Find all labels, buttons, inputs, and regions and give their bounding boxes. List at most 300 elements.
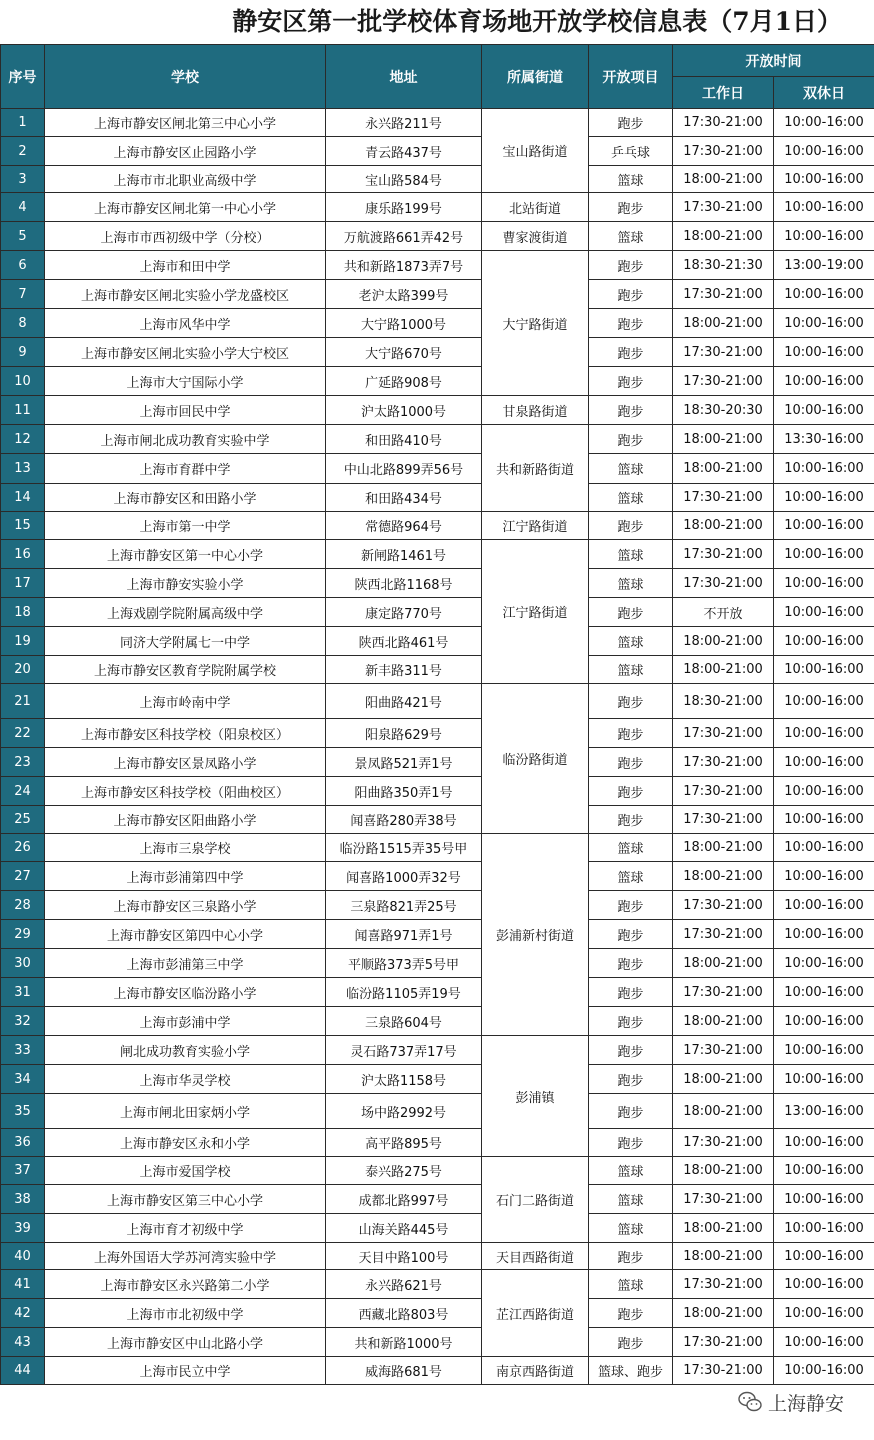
- school-address: 成都北路997号: [326, 1185, 482, 1214]
- school-name: 上海市和田中学: [45, 251, 326, 280]
- school-name: 上海市彭浦第三中学: [45, 949, 326, 978]
- table-row: [1, 367, 874, 396]
- workday-hours: 17:30-21:00: [673, 806, 774, 834]
- open-item: 跑步: [589, 777, 673, 806]
- school-address: 康定路770号: [326, 598, 482, 627]
- school-name: 上海市静安区永和小学: [45, 1129, 326, 1157]
- open-item: 跑步: [589, 1065, 673, 1094]
- open-item: 跑步: [589, 109, 673, 137]
- weekend-hours: 10:00-16:00: [774, 338, 874, 367]
- table-row: [1, 719, 874, 748]
- school-name: 上海市大宁国际小学: [45, 367, 326, 396]
- table-row: [1, 777, 874, 806]
- school-address: 和田路410号: [326, 425, 482, 454]
- school-name: 同济大学附属七一中学: [45, 627, 326, 656]
- row-number: 25: [1, 806, 45, 834]
- open-item: 跑步: [589, 806, 673, 834]
- school-address: 临汾路1515弄35号甲: [326, 834, 482, 862]
- weekend-hours: 13:00-16:00: [774, 1094, 874, 1129]
- street-name: 宝山路街道: [482, 109, 589, 193]
- table-row: [1, 280, 874, 309]
- table-row: [1, 166, 874, 193]
- weekend-hours: 10:00-16:00: [774, 1243, 874, 1270]
- school-address: 沪太路1158号: [326, 1065, 482, 1094]
- school-address: 和田路434号: [326, 484, 482, 512]
- table-row: [1, 1157, 874, 1185]
- header-weekend: 双休日: [774, 77, 874, 109]
- weekend-hours: 10:00-16:00: [774, 777, 874, 806]
- open-item: 乒乓球: [589, 137, 673, 166]
- header-no: 序号: [1, 45, 45, 109]
- school-address: 威海路681号: [326, 1357, 482, 1385]
- school-address: 广延路908号: [326, 367, 482, 396]
- open-item: 篮球、跑步: [589, 1357, 673, 1385]
- school-name: 上海市育群中学: [45, 454, 326, 484]
- weekend-hours: 10:00-16:00: [774, 1036, 874, 1065]
- school-address: 万航渡路661弄42号: [326, 222, 482, 251]
- row-number: 17: [1, 569, 45, 598]
- workday-hours: 17:30-21:00: [673, 137, 774, 166]
- header-item: 开放项目: [589, 45, 673, 109]
- table-row: [1, 1328, 874, 1357]
- row-number: 20: [1, 656, 45, 684]
- weekend-hours: 10:00-16:00: [774, 137, 874, 166]
- school-address: 泰兴路275号: [326, 1157, 482, 1185]
- workday-hours: 17:30-21:00: [673, 777, 774, 806]
- table-row: [1, 484, 874, 512]
- school-address: 新闸路1461号: [326, 540, 482, 569]
- school-name: 上海市市北初级中学: [45, 1299, 326, 1328]
- table-row: [1, 1214, 874, 1243]
- workday-hours: 18:00-21:00: [673, 309, 774, 338]
- table-row: [1, 834, 874, 862]
- workday-hours: 18:00-21:00: [673, 1007, 774, 1036]
- weekend-hours: 10:00-16:00: [774, 656, 874, 684]
- school-name: 上海市闸北田家炳小学: [45, 1094, 326, 1129]
- weekend-hours: 10:00-16:00: [774, 920, 874, 949]
- row-number: 16: [1, 540, 45, 569]
- school-name: 上海市第一中学: [45, 512, 326, 540]
- table-row: [1, 1129, 874, 1157]
- school-address: 西藏北路803号: [326, 1299, 482, 1328]
- weekend-hours: 10:00-16:00: [774, 512, 874, 540]
- row-number: 12: [1, 425, 45, 454]
- school-address: 三泉路821弄25号: [326, 891, 482, 920]
- school-name: 上海市静安区科技学校（阳泉校区）: [45, 719, 326, 748]
- open-item: 篮球: [589, 569, 673, 598]
- workday-hours: 17:30-21:00: [673, 193, 774, 222]
- table-row: [1, 862, 874, 891]
- table-row: [1, 222, 874, 251]
- school-name: 上海市爱国学校: [45, 1157, 326, 1185]
- weekend-hours: 10:00-16:00: [774, 193, 874, 222]
- school-address: 康乐路199号: [326, 193, 482, 222]
- street-name: 天目西路街道: [482, 1243, 589, 1270]
- weekend-hours: 10:00-16:00: [774, 748, 874, 777]
- workday-hours: 18:00-21:00: [673, 425, 774, 454]
- row-number: 22: [1, 719, 45, 748]
- workday-hours: 17:30-21:00: [673, 109, 774, 137]
- school-name: 上海戏剧学院附属高级中学: [45, 598, 326, 627]
- open-item: 篮球: [589, 1185, 673, 1214]
- open-item: 跑步: [589, 309, 673, 338]
- school-name: 上海市静安实验小学: [45, 569, 326, 598]
- open-item: 篮球: [589, 484, 673, 512]
- table-body: [1, 109, 874, 1385]
- open-item: 跑步: [589, 396, 673, 425]
- school-name: 上海市静安区中山北路小学: [45, 1328, 326, 1357]
- row-number: 24: [1, 777, 45, 806]
- school-name: 上海市静安区闸北实验小学大宁校区: [45, 338, 326, 367]
- workday-hours: 18:00-21:00: [673, 222, 774, 251]
- school-address: 平顺路373弄5号甲: [326, 949, 482, 978]
- row-number: 43: [1, 1328, 45, 1357]
- school-address: 天目中路100号: [326, 1243, 482, 1270]
- row-number: 13: [1, 454, 45, 484]
- weekend-hours: 10:00-16:00: [774, 1185, 874, 1214]
- workday-hours: 不开放: [673, 598, 774, 627]
- workday-hours: 18:00-21:00: [673, 166, 774, 193]
- workday-hours: 18:00-21:00: [673, 1094, 774, 1129]
- school-address: 陕西北路461号: [326, 627, 482, 656]
- workday-hours: 17:30-21:00: [673, 569, 774, 598]
- school-name: 上海市静安区第三中心小学: [45, 1185, 326, 1214]
- school-name: 上海市静安区临汾路小学: [45, 978, 326, 1007]
- school-name: 上海市静安区三泉路小学: [45, 891, 326, 920]
- row-number: 15: [1, 512, 45, 540]
- header-address: 地址: [326, 45, 482, 109]
- table-row: [1, 1357, 874, 1385]
- row-number: 19: [1, 627, 45, 656]
- school-name: 上海市育才初级中学: [45, 1214, 326, 1243]
- school-address: 中山北路899弄56号: [326, 454, 482, 484]
- weekend-hours: 10:00-16:00: [774, 280, 874, 309]
- table-row: [1, 1299, 874, 1328]
- school-address: 大宁路1000号: [326, 309, 482, 338]
- row-number: 8: [1, 309, 45, 338]
- table-row: [1, 540, 874, 569]
- school-name: 上海市华灵学校: [45, 1065, 326, 1094]
- open-item: 跑步: [589, 1328, 673, 1357]
- workday-hours: 17:30-21:00: [673, 1185, 774, 1214]
- table-row: [1, 396, 874, 425]
- open-item: 篮球: [589, 627, 673, 656]
- row-number: 14: [1, 484, 45, 512]
- weekend-hours: 10:00-16:00: [774, 627, 874, 656]
- weekend-hours: 10:00-16:00: [774, 166, 874, 193]
- row-number: 38: [1, 1185, 45, 1214]
- open-item: 篮球: [589, 222, 673, 251]
- school-address: 场中路2992号: [326, 1094, 482, 1129]
- open-item: 跑步: [589, 1036, 673, 1065]
- workday-hours: 17:30-21:00: [673, 484, 774, 512]
- row-number: 41: [1, 1270, 45, 1299]
- school-name: 上海市闸北成功教育实验中学: [45, 425, 326, 454]
- school-name: 上海市市西初级中学（分校）: [45, 222, 326, 251]
- school-name: 上海市静安区永兴路第二小学: [45, 1270, 326, 1299]
- weekend-hours: 10:00-16:00: [774, 396, 874, 425]
- school-address: 阳曲路350弄1号: [326, 777, 482, 806]
- row-number: 36: [1, 1129, 45, 1157]
- school-name: 上海外国语大学苏河湾实验中学: [45, 1243, 326, 1270]
- open-item: 篮球: [589, 454, 673, 484]
- workday-hours: 17:30-21:00: [673, 920, 774, 949]
- workday-hours: 18:00-21:00: [673, 862, 774, 891]
- street-name: 石门二路街道: [482, 1157, 589, 1243]
- workday-hours: 18:00-21:00: [673, 834, 774, 862]
- row-number: 30: [1, 949, 45, 978]
- workday-hours: 18:30-21:00: [673, 684, 774, 719]
- watermark-text: 上海静安: [768, 1392, 845, 1415]
- open-item: 跑步: [589, 949, 673, 978]
- school-address: 陕西北路1168号: [326, 569, 482, 598]
- workday-hours: 17:30-21:00: [673, 540, 774, 569]
- table-row: [1, 338, 874, 367]
- weekend-hours: 10:00-16:00: [774, 891, 874, 920]
- school-address: 共和新路1000号: [326, 1328, 482, 1357]
- street-name: 江宁路街道: [482, 512, 589, 540]
- street-name: 曹家渡街道: [482, 222, 589, 251]
- table-row: [1, 251, 874, 280]
- open-item: 跑步: [589, 1299, 673, 1328]
- weekend-hours: 10:00-16:00: [774, 978, 874, 1007]
- row-number: 27: [1, 862, 45, 891]
- header-open-time: 开放时间: [673, 45, 874, 77]
- watermark: [738, 1384, 844, 1420]
- table-row: [1, 1185, 874, 1214]
- weekend-hours: 10:00-16:00: [774, 1214, 874, 1243]
- table-row: [1, 1243, 874, 1270]
- open-item: 跑步: [589, 425, 673, 454]
- open-item: 篮球: [589, 656, 673, 684]
- row-number: 7: [1, 280, 45, 309]
- weekend-hours: 10:00-16:00: [774, 719, 874, 748]
- open-item: 篮球: [589, 862, 673, 891]
- weekend-hours: 10:00-16:00: [774, 222, 874, 251]
- school-address: 阳曲路421号: [326, 684, 482, 719]
- school-name: 上海市静安区止园路小学: [45, 137, 326, 166]
- school-name: 上海市静安区闸北第三中心小学: [45, 109, 326, 137]
- school-address: 永兴路211号: [326, 109, 482, 137]
- school-address: 宝山路584号: [326, 166, 482, 193]
- open-item: 跑步: [589, 251, 673, 280]
- table-row: [1, 137, 874, 166]
- school-name: 上海市静安区第四中心小学: [45, 920, 326, 949]
- row-number: 10: [1, 367, 45, 396]
- school-name: 上海市静安区阳曲路小学: [45, 806, 326, 834]
- row-number: 26: [1, 834, 45, 862]
- school-name: 闸北成功教育实验小学: [45, 1036, 326, 1065]
- workday-hours: 18:00-21:00: [673, 512, 774, 540]
- table-row: [1, 569, 874, 598]
- school-name: 上海市静安区教育学院附属学校: [45, 656, 326, 684]
- street-name: 北站街道: [482, 193, 589, 222]
- table-row: [1, 1007, 874, 1036]
- row-number: 6: [1, 251, 45, 280]
- school-schedule-table: [0, 44, 874, 1385]
- workday-hours: 18:00-21:00: [673, 656, 774, 684]
- street-name: 大宁路街道: [482, 251, 589, 396]
- open-item: 跑步: [589, 193, 673, 222]
- table-row: [1, 1094, 874, 1129]
- header-school: 学校: [45, 45, 326, 109]
- row-number: 21: [1, 684, 45, 719]
- school-name: 上海市静安区景凤路小学: [45, 748, 326, 777]
- row-number: 40: [1, 1243, 45, 1270]
- header-street: 所属街道: [482, 45, 589, 109]
- school-address: 高平路895号: [326, 1129, 482, 1157]
- table-row: [1, 193, 874, 222]
- table-row: [1, 978, 874, 1007]
- workday-hours: 18:00-21:00: [673, 1157, 774, 1185]
- weekend-hours: 13:30-16:00: [774, 425, 874, 454]
- row-number: 31: [1, 978, 45, 1007]
- open-item: 跑步: [589, 367, 673, 396]
- workday-hours: 17:30-21:00: [673, 1036, 774, 1065]
- school-address: 新丰路311号: [326, 656, 482, 684]
- open-item: 跑步: [589, 719, 673, 748]
- street-name: 甘泉路街道: [482, 396, 589, 425]
- row-number: 42: [1, 1299, 45, 1328]
- weekend-hours: 10:00-16:00: [774, 309, 874, 338]
- school-name: 上海市回民中学: [45, 396, 326, 425]
- open-item: 跑步: [589, 1094, 673, 1129]
- weekend-hours: 10:00-16:00: [774, 454, 874, 484]
- table-row: [1, 748, 874, 777]
- workday-hours: 17:30-21:00: [673, 1270, 774, 1299]
- school-address: 闻喜路1000弄32号: [326, 862, 482, 891]
- weekend-hours: 10:00-16:00: [774, 598, 874, 627]
- school-name: 上海市静安区和田路小学: [45, 484, 326, 512]
- workday-hours: 17:30-21:00: [673, 978, 774, 1007]
- open-item: 跑步: [589, 598, 673, 627]
- school-name: 上海市静安区闸北第一中心小学: [45, 193, 326, 222]
- weekend-hours: 10:00-16:00: [774, 109, 874, 137]
- school-address: 闻喜路971弄1号: [326, 920, 482, 949]
- workday-hours: 17:30-21:00: [673, 748, 774, 777]
- weekend-hours: 10:00-16:00: [774, 1270, 874, 1299]
- workday-hours: 17:30-21:00: [673, 280, 774, 309]
- workday-hours: 17:30-21:00: [673, 338, 774, 367]
- table-row: [1, 627, 874, 656]
- row-number: 11: [1, 396, 45, 425]
- workday-hours: 18:30-21:30: [673, 251, 774, 280]
- table-row: [1, 425, 874, 454]
- workday-hours: 17:30-21:00: [673, 1328, 774, 1357]
- street-name: 芷江西路街道: [482, 1270, 589, 1357]
- school-name: 上海市三泉学校: [45, 834, 326, 862]
- row-number: 2: [1, 137, 45, 166]
- workday-hours: 18:00-21:00: [673, 1243, 774, 1270]
- row-number: 35: [1, 1094, 45, 1129]
- table-row: [1, 656, 874, 684]
- school-address: 常德路964号: [326, 512, 482, 540]
- school-address: 三泉路604号: [326, 1007, 482, 1036]
- school-address: 老沪太路399号: [326, 280, 482, 309]
- open-item: 跑步: [589, 1243, 673, 1270]
- street-name: 江宁路街道: [482, 540, 589, 684]
- row-number: 28: [1, 891, 45, 920]
- open-item: 跑步: [589, 512, 673, 540]
- school-name: 上海市静安区第一中心小学: [45, 540, 326, 569]
- weekend-hours: 10:00-16:00: [774, 1065, 874, 1094]
- open-item: 跑步: [589, 1129, 673, 1157]
- workday-hours: 17:30-21:00: [673, 719, 774, 748]
- school-name: 上海市静安区科技学校（阳曲校区）: [45, 777, 326, 806]
- weekend-hours: 10:00-16:00: [774, 569, 874, 598]
- weekend-hours: 10:00-16:00: [774, 367, 874, 396]
- school-name: 上海市风华中学: [45, 309, 326, 338]
- school-name: 上海市彭浦中学: [45, 1007, 326, 1036]
- row-number: 33: [1, 1036, 45, 1065]
- workday-hours: 17:30-21:00: [673, 891, 774, 920]
- open-item: 跑步: [589, 1007, 673, 1036]
- table-row: [1, 806, 874, 834]
- workday-hours: 18:00-21:00: [673, 949, 774, 978]
- open-item: 篮球: [589, 540, 673, 569]
- workday-hours: 17:30-21:00: [673, 1357, 774, 1385]
- weekend-hours: 10:00-16:00: [774, 540, 874, 569]
- weekend-hours: 10:00-16:00: [774, 1157, 874, 1185]
- street-name: 彭浦镇: [482, 1036, 589, 1157]
- open-item: 篮球: [589, 834, 673, 862]
- street-name: 彭浦新村街道: [482, 834, 589, 1036]
- row-number: 29: [1, 920, 45, 949]
- school-address: 阳泉路629号: [326, 719, 482, 748]
- weekend-hours: 10:00-16:00: [774, 806, 874, 834]
- school-address: 沪太路1000号: [326, 396, 482, 425]
- row-number: 37: [1, 1157, 45, 1185]
- row-number: 23: [1, 748, 45, 777]
- workday-hours: 18:00-21:00: [673, 1214, 774, 1243]
- open-item: 跑步: [589, 978, 673, 1007]
- weekend-hours: 10:00-16:00: [774, 1328, 874, 1357]
- school-address: 山海关路445号: [326, 1214, 482, 1243]
- open-item: 跑步: [589, 920, 673, 949]
- weekend-hours: 10:00-16:00: [774, 1299, 874, 1328]
- weekend-hours: 10:00-16:00: [774, 684, 874, 719]
- row-number: 32: [1, 1007, 45, 1036]
- open-item: 跑步: [589, 748, 673, 777]
- street-name: 共和新路街道: [482, 425, 589, 512]
- table-row: [1, 309, 874, 338]
- table-row: [1, 920, 874, 949]
- table-row: [1, 109, 874, 137]
- weekend-hours: 10:00-16:00: [774, 834, 874, 862]
- school-name: 上海市民立中学: [45, 1357, 326, 1385]
- table-row: [1, 891, 874, 920]
- table-row: [1, 949, 874, 978]
- school-address: 临汾路1105弄19号: [326, 978, 482, 1007]
- row-number: 1: [1, 109, 45, 137]
- street-name: 南京西路街道: [482, 1357, 589, 1385]
- open-item: 篮球: [589, 1157, 673, 1185]
- table-row: [1, 1036, 874, 1065]
- table-row: [1, 598, 874, 627]
- workday-hours: 18:00-21:00: [673, 1299, 774, 1328]
- open-item: 跑步: [589, 338, 673, 367]
- school-address: 灵石路737弄17号: [326, 1036, 482, 1065]
- row-number: 9: [1, 338, 45, 367]
- workday-hours: 18:00-21:00: [673, 627, 774, 656]
- row-number: 39: [1, 1214, 45, 1243]
- school-name: 上海市市北职业高级中学: [45, 166, 326, 193]
- weekend-hours: 10:00-16:00: [774, 949, 874, 978]
- row-number: 18: [1, 598, 45, 627]
- weekend-hours: 10:00-16:00: [774, 1007, 874, 1036]
- weekend-hours: 10:00-16:00: [774, 1129, 874, 1157]
- school-address: 共和新路1873弄7号: [326, 251, 482, 280]
